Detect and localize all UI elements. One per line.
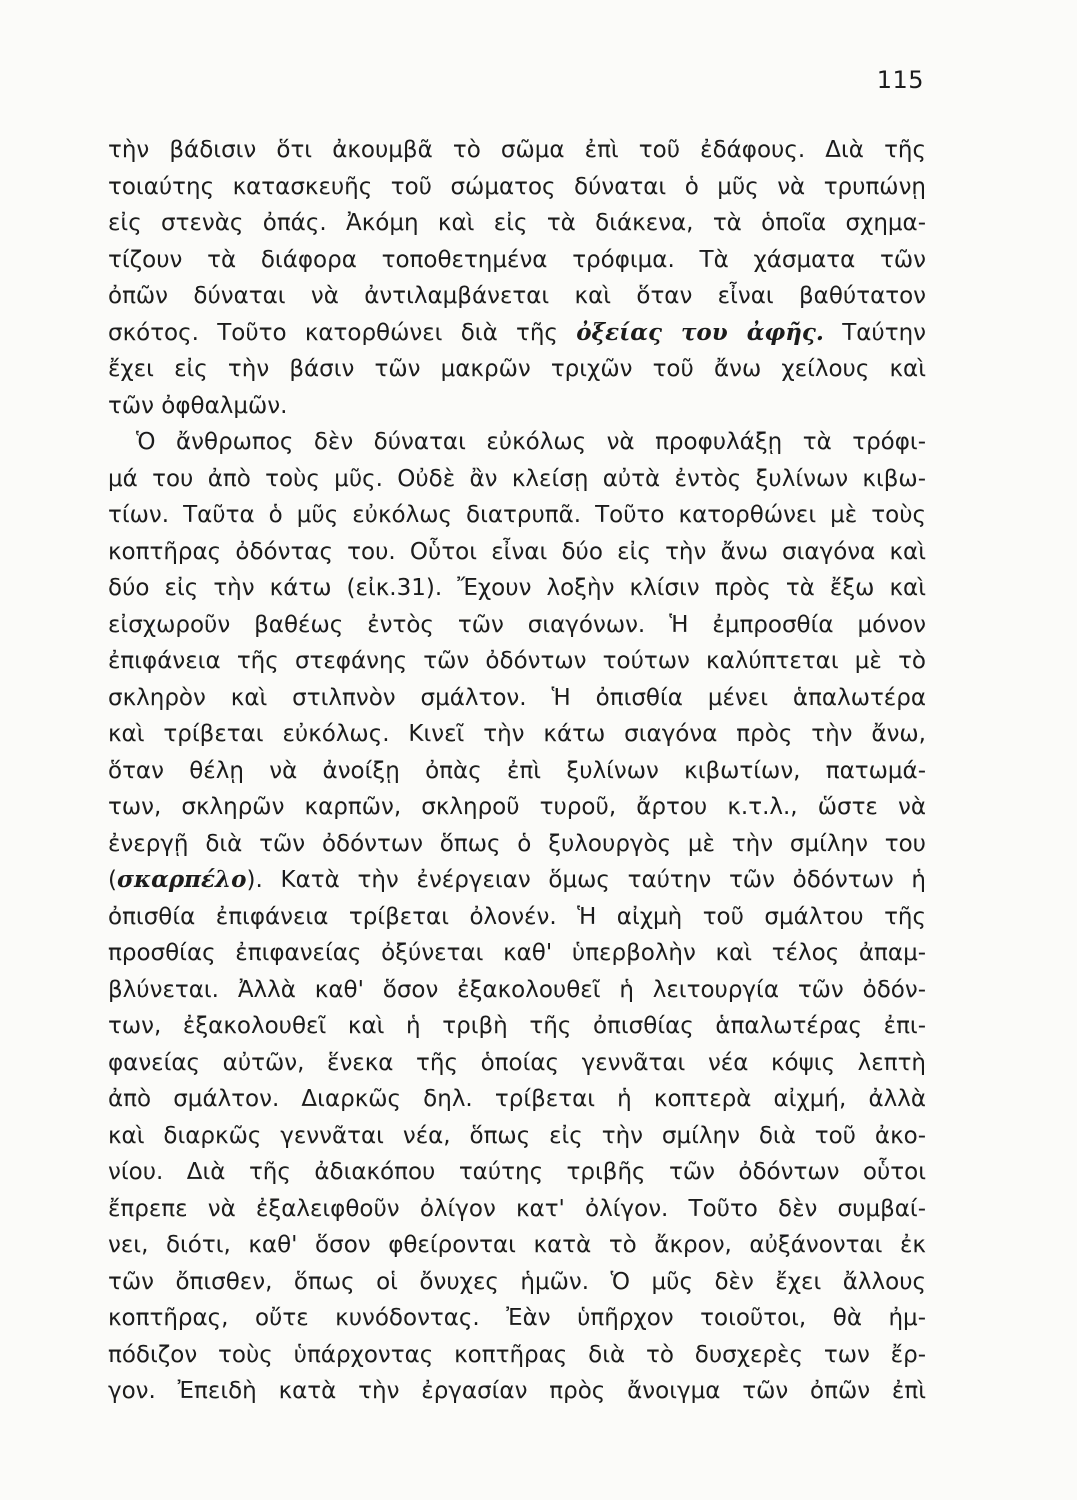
text-line: πόδιζον τοὺς ὑπάρχοντας κοπτῆρας διὰ τὸ δυσχερὲς των ἔρ- xyxy=(108,1341,926,1368)
text-line: τῶν ὄπισθεν, ὅπως οἱ ὄνυχες ἡμῶν. Ὁ μῦς δὲν ἔχει ἄλλους xyxy=(108,1268,926,1295)
text-line: εἰς στενὰς ὀπάς. Ἀκόμη καὶ εἰς τὰ διάκενα, τὰ ὁποῖα σχημα- xyxy=(108,210,926,236)
text-segment: ( xyxy=(108,867,117,893)
text-line: εἰσχωροῦν βαθέως ἐντὸς τῶν σιαγόνων. Ἡ ἐμπροσθία μόνον xyxy=(108,611,926,638)
text-segment: Ταύτην xyxy=(823,319,926,346)
text-line: τοιαύτης κατασκευῆς τοῦ σώματος δύναται ὁ μῦς νὰ τρυπώνῃ xyxy=(108,173,926,200)
text-line: γον. Ἐπειδὴ κατὰ τὴν ἐργασίαν πρὸς ἄνοιγμα τῶν ὀπῶν ἐπὶ xyxy=(108,1378,926,1404)
text-line: ὀπισθία ἐπιφάνεια τρίβεται ὀλονέν. Ἡ αἰχμὴ τοῦ σμάλτου τῆς xyxy=(108,903,926,930)
text-line: καὶ διαρκῶς γεννᾶται νέα, ὅπως εἰς τὴν σμίλην διὰ τοῦ ἀκο- xyxy=(108,1122,926,1149)
text-line: δύο εἰς τὴν κάτω (εἰκ.31). Ἔχουν λοξὴν κλίσιν πρὸς τὰ ἔξω καὶ xyxy=(108,575,926,601)
text-line: των, σκληρῶν καρπῶν, σκληροῦ τυροῦ, ἄρτου κ.τ.λ., ὥστε νὰ xyxy=(108,794,926,820)
text-segment: σκότος. Τοῦτο κατορθώνει διὰ τῆς xyxy=(108,319,577,346)
text-line: των, ἐξακολουθεῖ καὶ ἡ τριβὴ τῆς ὀπισθίας ἁπαλωτέρας ἐπι- xyxy=(108,1013,926,1039)
text-line xyxy=(108,862,926,899)
text-line: ὀπῶν δύναται νὰ ἀντιλαμβάνεται καὶ ὅταν εἶναι βαθύτατον xyxy=(108,283,926,309)
text-line: κοπτῆρας, οὔτε κυνόδοντας. Ἐὰν ὑπῆρχον τοιοῦτοι, θὰ ἠμ- xyxy=(108,1305,926,1331)
text-segment: ). Κατὰ τὴν ἐνέργειαν ὅμως ταύτην τῶν ὀδόντων ἡ xyxy=(246,867,926,893)
text-line: τῶν ὀφθαλμῶν. xyxy=(108,392,288,419)
text-line: μά του ἀπὸ τοὺς μῦς. Οὐδὲ ἂν κλείσῃ αὐτὰ ἐντὸς ξυλίνων κιβω- xyxy=(108,465,926,492)
text-line: τὴν βάδισιν ὅτι ἀκουμβᾶ τὸ σῶμα ἐπὶ τοῦ ἐδάφους. Διὰ τῆς xyxy=(108,137,926,163)
text-line: τίων. Ταῦτα ὁ μῦς εὐκόλως διατρυπᾶ. Τοῦτο κατορθώνει μὲ τοὺς xyxy=(108,502,926,528)
emphasized-term: ὀξείας του ἀφῆς. xyxy=(576,318,824,346)
text-line: ὅταν θέλῃ νὰ ἀνοίξῃ ὀπὰς ἐπὶ ξυλίνων κιβωτίων, πατωμά- xyxy=(108,757,926,784)
text-line: τίζουν τὰ διάφορα τοποθετημένα τρόφιμα. Τὰ χάσματα τῶν xyxy=(108,246,926,273)
text-line: φανείας αὐτῶν, ἕνεκα τῆς ὁποίας γεννᾶται νέα κόψις λεπτὴ xyxy=(108,1049,926,1076)
emphasized-term: σκαρπέλο xyxy=(116,866,247,893)
text-line: Ὁ ἄνθρωπος δὲν δύναται εὐκόλως νὰ προφυλάξῃ τὰ τρόφι- xyxy=(136,429,926,455)
text-line: προσθίας ἐπιφανείας ὀξύνεται καθ' ὑπερβολὴν καὶ τέλος ἀπαμ- xyxy=(108,940,926,966)
text-line: ἀπὸ σμάλτον. Διαρκῶς δηλ. τρίβεται ἡ κοπτερὰ αἰχμή, ἀλλὰ xyxy=(108,1086,926,1112)
text-line: ἐπιφάνεια τῆς στεφάνης τῶν ὀδόντων τούτων καλύπτεται μὲ τὸ xyxy=(108,648,926,674)
text-line: κοπτῆρας ὀδόντας του. Οὗτοι εἶναι δύο εἰς τὴν ἄνω σιαγόνα καὶ xyxy=(108,538,926,565)
text-line: νίου. Διὰ τῆς ἀδιακόπου ταύτης τριβῆς τῶν ὀδόντων οὗτοι xyxy=(108,1159,926,1185)
text-line xyxy=(108,315,926,352)
page-number: 115 xyxy=(876,66,924,94)
text-line: καὶ τρίβεται εὐκόλως. Κινεῖ τὴν κάτω σιαγόνα πρὸς τὴν ἄνω, xyxy=(108,721,926,747)
text-line: ἐνεργῇ διὰ τῶν ὀδόντων ὅπως ὁ ξυλουργὸς μὲ τὴν σμίλην του xyxy=(108,830,926,857)
body-text xyxy=(108,132,926,1410)
text-line: νει, διότι, καθ' ὅσον φθείρονται κατὰ τὸ ἄκρον, αὐξάνονται ἐκ xyxy=(108,1232,926,1258)
text-line: βλύνεται. Ἀλλὰ καθ' ὅσον ἐξακολουθεῖ ἡ λειτουργία τῶν ὀδόν- xyxy=(108,976,926,1003)
text-line: ἔχει εἰς τὴν βάσιν τῶν μακρῶν τριχῶν τοῦ ἄνω χείλους καὶ xyxy=(108,356,926,382)
text-line: σκληρὸν καὶ στιλπνὸν σμάλτον. Ἡ ὀπισθία μένει ἁπαλωτέρα xyxy=(108,684,926,711)
text-line: ἔπρεπε νὰ ἐξαλειφθοῦν ὀλίγον κατ' ὀλίγον. Τοῦτο δὲν συμβαί- xyxy=(108,1195,926,1222)
